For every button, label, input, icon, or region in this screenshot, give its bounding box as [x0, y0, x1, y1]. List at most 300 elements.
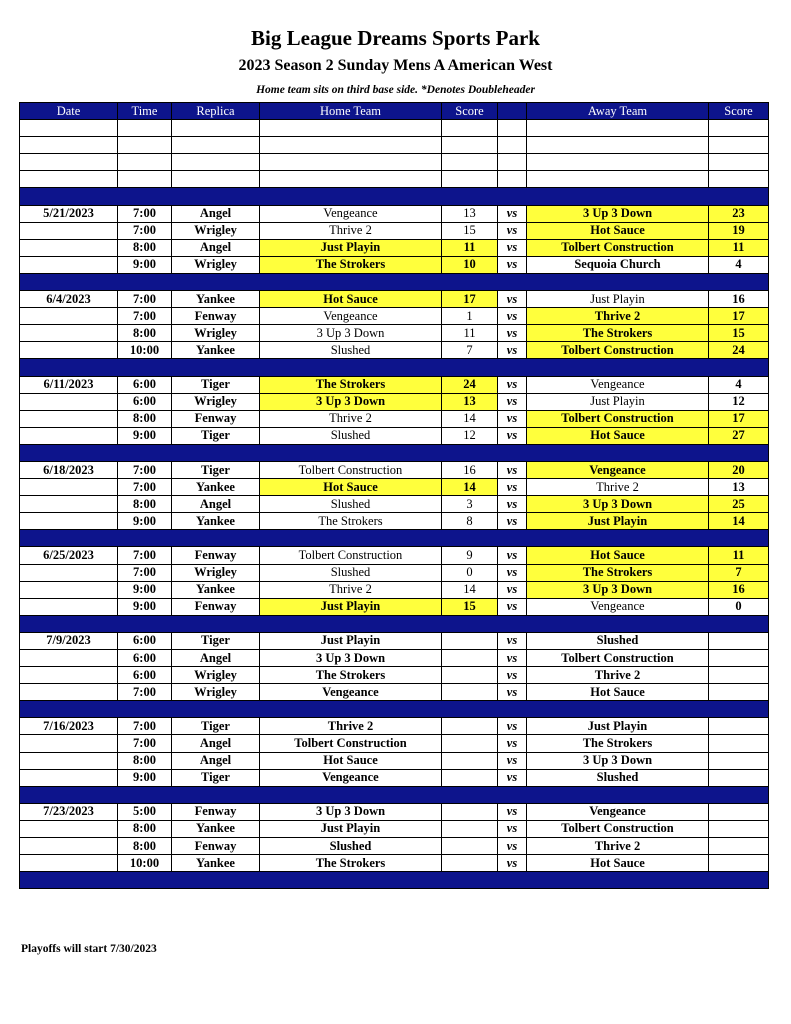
- game-time: 8:00: [118, 239, 172, 256]
- home-team: Just Playin: [260, 598, 442, 615]
- home-score: [442, 838, 498, 855]
- game-time: 7:00: [118, 564, 172, 581]
- game-row: [20, 547, 769, 564]
- game-date: [20, 410, 118, 427]
- away-team: Vengeance: [527, 376, 709, 393]
- game-row: [20, 479, 769, 496]
- game-field: Yankee: [172, 342, 260, 359]
- home-team: Thrive 2: [260, 222, 442, 239]
- away-team: The Strokers: [527, 564, 709, 581]
- home-score: 13: [442, 205, 498, 222]
- home-team: Thrive 2: [260, 718, 442, 735]
- vs-label: vs: [498, 752, 527, 769]
- empty-cell: [498, 154, 527, 171]
- game-date: [20, 479, 118, 496]
- game-time: 6:00: [118, 667, 172, 684]
- away-team: Hot Sauce: [527, 684, 709, 701]
- empty-cell: [527, 137, 709, 154]
- home-score: 12: [442, 427, 498, 444]
- home-team: Vengeance: [260, 308, 442, 325]
- game-field: Yankee: [172, 855, 260, 872]
- away-team: Slushed: [527, 632, 709, 649]
- home-team: Slushed: [260, 496, 442, 513]
- game-time: 7:00: [118, 461, 172, 478]
- away-score: [709, 855, 769, 872]
- away-team: Just Playin: [527, 393, 709, 410]
- away-team: Hot Sauce: [527, 855, 709, 872]
- vs-label: vs: [498, 496, 527, 513]
- game-row: [20, 632, 769, 649]
- week-separator: [20, 359, 769, 376]
- game-row: [20, 291, 769, 308]
- vs-label: vs: [498, 564, 527, 581]
- home-team: Tolbert Construction: [260, 547, 442, 564]
- game-date: [20, 256, 118, 273]
- empty-cell: [442, 137, 498, 154]
- game-field: Tiger: [172, 427, 260, 444]
- game-row: [20, 855, 769, 872]
- away-score: 17: [709, 308, 769, 325]
- game-field: Angel: [172, 650, 260, 667]
- game-row: [20, 718, 769, 735]
- home-team: 3 Up 3 Down: [260, 650, 442, 667]
- away-team: Sequoia Church: [527, 256, 709, 273]
- game-row: [20, 461, 769, 478]
- game-date: [20, 598, 118, 615]
- home-score: 8: [442, 513, 498, 530]
- vs-label: vs: [498, 393, 527, 410]
- vs-label: vs: [498, 735, 527, 752]
- week-separator: [20, 701, 769, 718]
- game-row: [20, 376, 769, 393]
- home-team: Just Playin: [260, 239, 442, 256]
- away-team: Tolbert Construction: [527, 820, 709, 837]
- game-date: 6/18/2023: [20, 461, 118, 478]
- away-team: Hot Sauce: [527, 427, 709, 444]
- home-team: The Strokers: [260, 855, 442, 872]
- game-date: [20, 564, 118, 581]
- game-field: Wrigley: [172, 667, 260, 684]
- away-score: 23: [709, 205, 769, 222]
- empty-cell: [20, 120, 118, 137]
- header-home-team: Home Team: [260, 103, 442, 120]
- schedule-note: Home team sits on third base side. *Denotes Doubleheader: [256, 84, 535, 96]
- header-home-score: Score: [442, 103, 498, 120]
- game-field: Tiger: [172, 769, 260, 786]
- game-field: Wrigley: [172, 325, 260, 342]
- schedule-table: [19, 102, 769, 889]
- vs-label: vs: [498, 547, 527, 564]
- game-row: [20, 769, 769, 786]
- away-team: Vengeance: [527, 803, 709, 820]
- away-team: Tolbert Construction: [527, 239, 709, 256]
- home-team: Slushed: [260, 342, 442, 359]
- game-field: Fenway: [172, 308, 260, 325]
- game-date: 7/23/2023: [20, 803, 118, 820]
- game-row: [20, 325, 769, 342]
- vs-label: vs: [498, 256, 527, 273]
- game-field: Fenway: [172, 838, 260, 855]
- game-date: [20, 496, 118, 513]
- empty-cell: [498, 120, 527, 137]
- vs-label: vs: [498, 598, 527, 615]
- empty-cell: [260, 120, 442, 137]
- vs-label: vs: [498, 239, 527, 256]
- empty-cell: [442, 154, 498, 171]
- game-date: 6/11/2023: [20, 376, 118, 393]
- game-date: 7/16/2023: [20, 718, 118, 735]
- away-team: The Strokers: [527, 735, 709, 752]
- week-separator: [20, 872, 769, 889]
- away-score: [709, 769, 769, 786]
- game-time: 8:00: [118, 820, 172, 837]
- game-time: 10:00: [118, 855, 172, 872]
- empty-cell: [118, 171, 172, 188]
- page-title: Big League Dreams Sports Park: [251, 26, 540, 50]
- away-score: [709, 752, 769, 769]
- game-time: 7:00: [118, 718, 172, 735]
- home-team: Just Playin: [260, 820, 442, 837]
- home-score: 15: [442, 598, 498, 615]
- game-time: 8:00: [118, 838, 172, 855]
- game-field: Tiger: [172, 632, 260, 649]
- away-score: 12: [709, 393, 769, 410]
- home-score: [442, 769, 498, 786]
- separator-cell: [20, 273, 769, 290]
- vs-label: vs: [498, 342, 527, 359]
- empty-cell: [172, 154, 260, 171]
- game-field: Yankee: [172, 820, 260, 837]
- game-row: [20, 564, 769, 581]
- game-time: 7:00: [118, 684, 172, 701]
- away-score: 25: [709, 496, 769, 513]
- home-score: 14: [442, 581, 498, 598]
- game-row: [20, 427, 769, 444]
- away-score: 16: [709, 291, 769, 308]
- game-field: Fenway: [172, 598, 260, 615]
- game-time: 8:00: [118, 325, 172, 342]
- game-time: 9:00: [118, 769, 172, 786]
- home-team: Just Playin: [260, 632, 442, 649]
- empty-cell: [20, 137, 118, 154]
- empty-cell: [709, 137, 769, 154]
- game-row: [20, 838, 769, 855]
- vs-label: vs: [498, 855, 527, 872]
- game-field: Angel: [172, 752, 260, 769]
- game-date: [20, 513, 118, 530]
- away-score: 19: [709, 222, 769, 239]
- game-field: Wrigley: [172, 393, 260, 410]
- header-vs: [498, 103, 527, 120]
- home-score: 16: [442, 461, 498, 478]
- game-time: 9:00: [118, 513, 172, 530]
- vs-label: vs: [498, 684, 527, 701]
- vs-label: vs: [498, 461, 527, 478]
- empty-cell: [172, 137, 260, 154]
- away-team: 3 Up 3 Down: [527, 205, 709, 222]
- game-date: 6/25/2023: [20, 547, 118, 564]
- empty-cell: [20, 154, 118, 171]
- vs-label: vs: [498, 325, 527, 342]
- home-team: Thrive 2: [260, 410, 442, 427]
- week-separator: [20, 273, 769, 290]
- page-subtitle: 2023 Season 2 Sunday Mens A American West: [238, 57, 553, 74]
- vs-label: vs: [498, 667, 527, 684]
- week-separator: [20, 444, 769, 461]
- home-score: 7: [442, 342, 498, 359]
- game-field: Wrigley: [172, 684, 260, 701]
- vs-label: vs: [498, 205, 527, 222]
- home-score: 11: [442, 239, 498, 256]
- empty-row: [20, 137, 769, 154]
- game-time: 7:00: [118, 547, 172, 564]
- home-team: 3 Up 3 Down: [260, 393, 442, 410]
- week-separator: [20, 615, 769, 632]
- away-score: 15: [709, 325, 769, 342]
- game-field: Tiger: [172, 376, 260, 393]
- home-team: Thrive 2: [260, 581, 442, 598]
- away-team: Just Playin: [527, 291, 709, 308]
- away-team: 3 Up 3 Down: [527, 752, 709, 769]
- away-score: [709, 803, 769, 820]
- game-time: 9:00: [118, 598, 172, 615]
- vs-label: vs: [498, 820, 527, 837]
- away-team: Thrive 2: [527, 838, 709, 855]
- game-time: 7:00: [118, 222, 172, 239]
- away-score: 14: [709, 513, 769, 530]
- vs-label: vs: [498, 838, 527, 855]
- away-score: 4: [709, 376, 769, 393]
- away-team: Hot Sauce: [527, 547, 709, 564]
- away-team: Thrive 2: [527, 479, 709, 496]
- home-score: [442, 735, 498, 752]
- game-time: 7:00: [118, 205, 172, 222]
- vs-label: vs: [498, 718, 527, 735]
- game-field: Yankee: [172, 291, 260, 308]
- home-team: Vengeance: [260, 205, 442, 222]
- away-team: The Strokers: [527, 325, 709, 342]
- away-team: Vengeance: [527, 461, 709, 478]
- home-score: 0: [442, 564, 498, 581]
- game-field: Angel: [172, 239, 260, 256]
- home-team: The Strokers: [260, 513, 442, 530]
- away-score: [709, 667, 769, 684]
- game-date: [20, 855, 118, 872]
- vs-label: vs: [498, 803, 527, 820]
- separator-cell: [20, 444, 769, 461]
- home-score: 14: [442, 410, 498, 427]
- home-score: [442, 632, 498, 649]
- home-team: Tolbert Construction: [260, 735, 442, 752]
- empty-cell: [442, 120, 498, 137]
- away-score: [709, 650, 769, 667]
- game-row: [20, 667, 769, 684]
- home-team: Hot Sauce: [260, 752, 442, 769]
- empty-cell: [527, 120, 709, 137]
- away-score: 0: [709, 598, 769, 615]
- game-row: [20, 205, 769, 222]
- game-time: 5:00: [118, 803, 172, 820]
- game-date: [20, 342, 118, 359]
- empty-row: [20, 171, 769, 188]
- playoffs-note: Playoffs will start 7/30/2023: [21, 943, 157, 955]
- game-row: [20, 752, 769, 769]
- game-date: [20, 325, 118, 342]
- game-row: [20, 256, 769, 273]
- away-team: Thrive 2: [527, 667, 709, 684]
- empty-cell: [709, 171, 769, 188]
- game-date: 6/4/2023: [20, 291, 118, 308]
- empty-cell: [172, 171, 260, 188]
- away-score: 24: [709, 342, 769, 359]
- separator-cell: [20, 530, 769, 547]
- empty-cell: [172, 120, 260, 137]
- empty-cell: [260, 154, 442, 171]
- empty-cell: [20, 171, 118, 188]
- home-score: 1: [442, 308, 498, 325]
- away-team: Tolbert Construction: [527, 650, 709, 667]
- home-team: 3 Up 3 Down: [260, 325, 442, 342]
- week-separator: [20, 786, 769, 803]
- week-separator: [20, 530, 769, 547]
- game-time: 9:00: [118, 581, 172, 598]
- game-field: Angel: [172, 205, 260, 222]
- game-field: Fenway: [172, 803, 260, 820]
- game-time: 6:00: [118, 650, 172, 667]
- away-score: 27: [709, 427, 769, 444]
- empty-cell: [527, 154, 709, 171]
- header-row: [20, 103, 769, 120]
- home-score: [442, 650, 498, 667]
- game-time: 6:00: [118, 632, 172, 649]
- away-score: 17: [709, 410, 769, 427]
- game-date: [20, 838, 118, 855]
- home-score: [442, 803, 498, 820]
- home-score: [442, 684, 498, 701]
- home-score: 11: [442, 325, 498, 342]
- home-team: 3 Up 3 Down: [260, 803, 442, 820]
- home-score: 10: [442, 256, 498, 273]
- home-team: Slushed: [260, 564, 442, 581]
- game-row: [20, 342, 769, 359]
- week-separator: [20, 188, 769, 205]
- game-time: 7:00: [118, 291, 172, 308]
- away-team: Just Playin: [527, 513, 709, 530]
- away-score: [709, 838, 769, 855]
- separator-cell: [20, 615, 769, 632]
- separator-cell: [20, 701, 769, 718]
- game-field: Yankee: [172, 581, 260, 598]
- game-field: Wrigley: [172, 256, 260, 273]
- game-row: [20, 308, 769, 325]
- away-score: 13: [709, 479, 769, 496]
- home-score: [442, 855, 498, 872]
- game-field: Angel: [172, 735, 260, 752]
- separator-cell: [20, 359, 769, 376]
- home-team: Hot Sauce: [260, 291, 442, 308]
- game-time: 8:00: [118, 752, 172, 769]
- game-date: [20, 752, 118, 769]
- home-team: Hot Sauce: [260, 479, 442, 496]
- empty-cell: [442, 171, 498, 188]
- game-row: [20, 581, 769, 598]
- away-score: 4: [709, 256, 769, 273]
- game-field: Fenway: [172, 410, 260, 427]
- away-team: Tolbert Construction: [527, 342, 709, 359]
- home-team: Slushed: [260, 427, 442, 444]
- game-date: [20, 239, 118, 256]
- home-team: The Strokers: [260, 667, 442, 684]
- game-field: Wrigley: [172, 222, 260, 239]
- game-row: [20, 513, 769, 530]
- away-score: 16: [709, 581, 769, 598]
- game-time: 9:00: [118, 256, 172, 273]
- game-field: Yankee: [172, 513, 260, 530]
- vs-label: vs: [498, 650, 527, 667]
- game-time: 8:00: [118, 410, 172, 427]
- game-time: 10:00: [118, 342, 172, 359]
- game-time: 6:00: [118, 393, 172, 410]
- away-score: [709, 718, 769, 735]
- away-team: 3 Up 3 Down: [527, 496, 709, 513]
- vs-label: vs: [498, 769, 527, 786]
- game-field: Angel: [172, 496, 260, 513]
- empty-cell: [498, 137, 527, 154]
- vs-label: vs: [498, 410, 527, 427]
- empty-cell: [709, 154, 769, 171]
- away-team: Slushed: [527, 769, 709, 786]
- game-row: [20, 239, 769, 256]
- away-score: [709, 684, 769, 701]
- away-team: Just Playin: [527, 718, 709, 735]
- home-team: Slushed: [260, 838, 442, 855]
- empty-cell: [527, 171, 709, 188]
- home-team: The Strokers: [260, 376, 442, 393]
- away-team: Vengeance: [527, 598, 709, 615]
- game-row: [20, 684, 769, 701]
- game-row: [20, 410, 769, 427]
- game-time: 7:00: [118, 479, 172, 496]
- header-away-team: Away Team: [527, 103, 709, 120]
- home-score: [442, 752, 498, 769]
- home-score: 15: [442, 222, 498, 239]
- game-row: [20, 598, 769, 615]
- vs-label: vs: [498, 308, 527, 325]
- game-date: [20, 684, 118, 701]
- game-date: [20, 222, 118, 239]
- game-field: Wrigley: [172, 564, 260, 581]
- header-replica: Replica: [172, 103, 260, 120]
- home-team: Tolbert Construction: [260, 461, 442, 478]
- vs-label: vs: [498, 632, 527, 649]
- away-score: 11: [709, 547, 769, 564]
- vs-label: vs: [498, 427, 527, 444]
- vs-label: vs: [498, 513, 527, 530]
- game-time: 8:00: [118, 496, 172, 513]
- home-team: Vengeance: [260, 684, 442, 701]
- vs-label: vs: [498, 291, 527, 308]
- game-date: 5/21/2023: [20, 205, 118, 222]
- game-date: [20, 735, 118, 752]
- away-team: Thrive 2: [527, 308, 709, 325]
- away-score: [709, 735, 769, 752]
- empty-cell: [118, 120, 172, 137]
- empty-cell: [260, 137, 442, 154]
- separator-cell: [20, 786, 769, 803]
- schedule-body: [20, 120, 769, 889]
- game-row: [20, 496, 769, 513]
- home-score: 14: [442, 479, 498, 496]
